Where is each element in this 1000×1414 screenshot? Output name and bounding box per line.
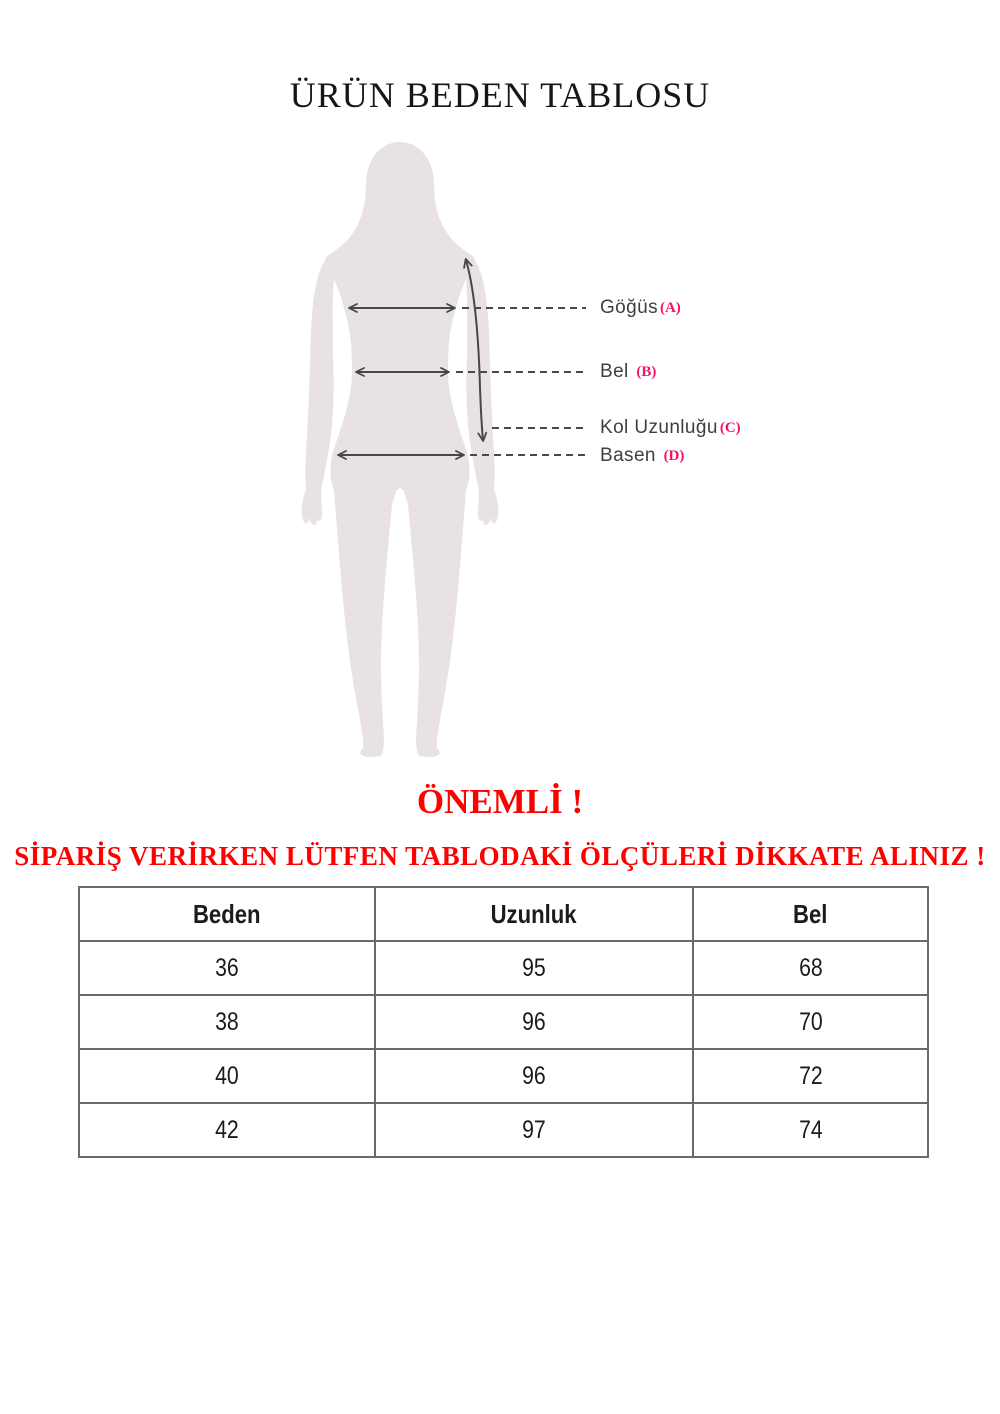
female-silhouette-left-arm (302, 257, 334, 525)
size-cell: 70 (693, 995, 928, 1049)
size-cell: 42 (79, 1103, 375, 1157)
size-row-40 (79, 1049, 928, 1103)
size-row-42 (79, 1103, 928, 1157)
size-cell: 38 (79, 995, 375, 1049)
measurement-code-d: (D) (663, 448, 685, 464)
measurement-label-text: Göğüs (600, 297, 658, 318)
column-header-beden: Beden (79, 887, 375, 941)
column-header-uzunluk: Uzunluk (375, 887, 693, 941)
size-cell: 72 (693, 1049, 928, 1103)
column-header-bel: Bel (693, 887, 928, 941)
size-cell: 96 (375, 995, 693, 1049)
size-cell: 68 (693, 941, 928, 995)
female-silhouette (325, 142, 475, 757)
size-row-38 (79, 995, 928, 1049)
size-cell: 40 (79, 1049, 375, 1103)
measurement-label-hip (600, 445, 684, 467)
size-cell: 74 (693, 1103, 928, 1157)
measurement-label-arm-length (600, 417, 741, 439)
size-cell: 96 (375, 1049, 693, 1103)
measurement-label-text: Basen (600, 445, 662, 466)
female-silhouette-right-arm (466, 257, 498, 525)
measurement-label-text: Bel (600, 361, 635, 382)
size-table (78, 886, 929, 1158)
measurement-label-waist (600, 361, 656, 383)
page-title: ÜRÜN BEDEN TABLOSU (289, 75, 711, 115)
measurement-label-chest (600, 297, 681, 319)
important-heading: ÖNEMLİ ! (416, 782, 584, 821)
size-cell: 97 (375, 1103, 693, 1157)
warning-text: SİPARİŞ VERİRKEN LÜTFEN TABLODAKİ ÖLÇÜLERİ DİKKATE ALINIZ ! (14, 841, 986, 871)
measurement-label-text: Kol Uzunluğu (600, 417, 718, 438)
size-table-header-row (79, 887, 928, 941)
size-cell: 95 (375, 941, 693, 995)
measurement-code-b: (B) (636, 364, 657, 380)
measurement-code-a: (A) (659, 300, 681, 316)
size-cell: 36 (79, 941, 375, 995)
size-row-36 (79, 941, 928, 995)
measurement-code-c: (C) (719, 420, 741, 436)
